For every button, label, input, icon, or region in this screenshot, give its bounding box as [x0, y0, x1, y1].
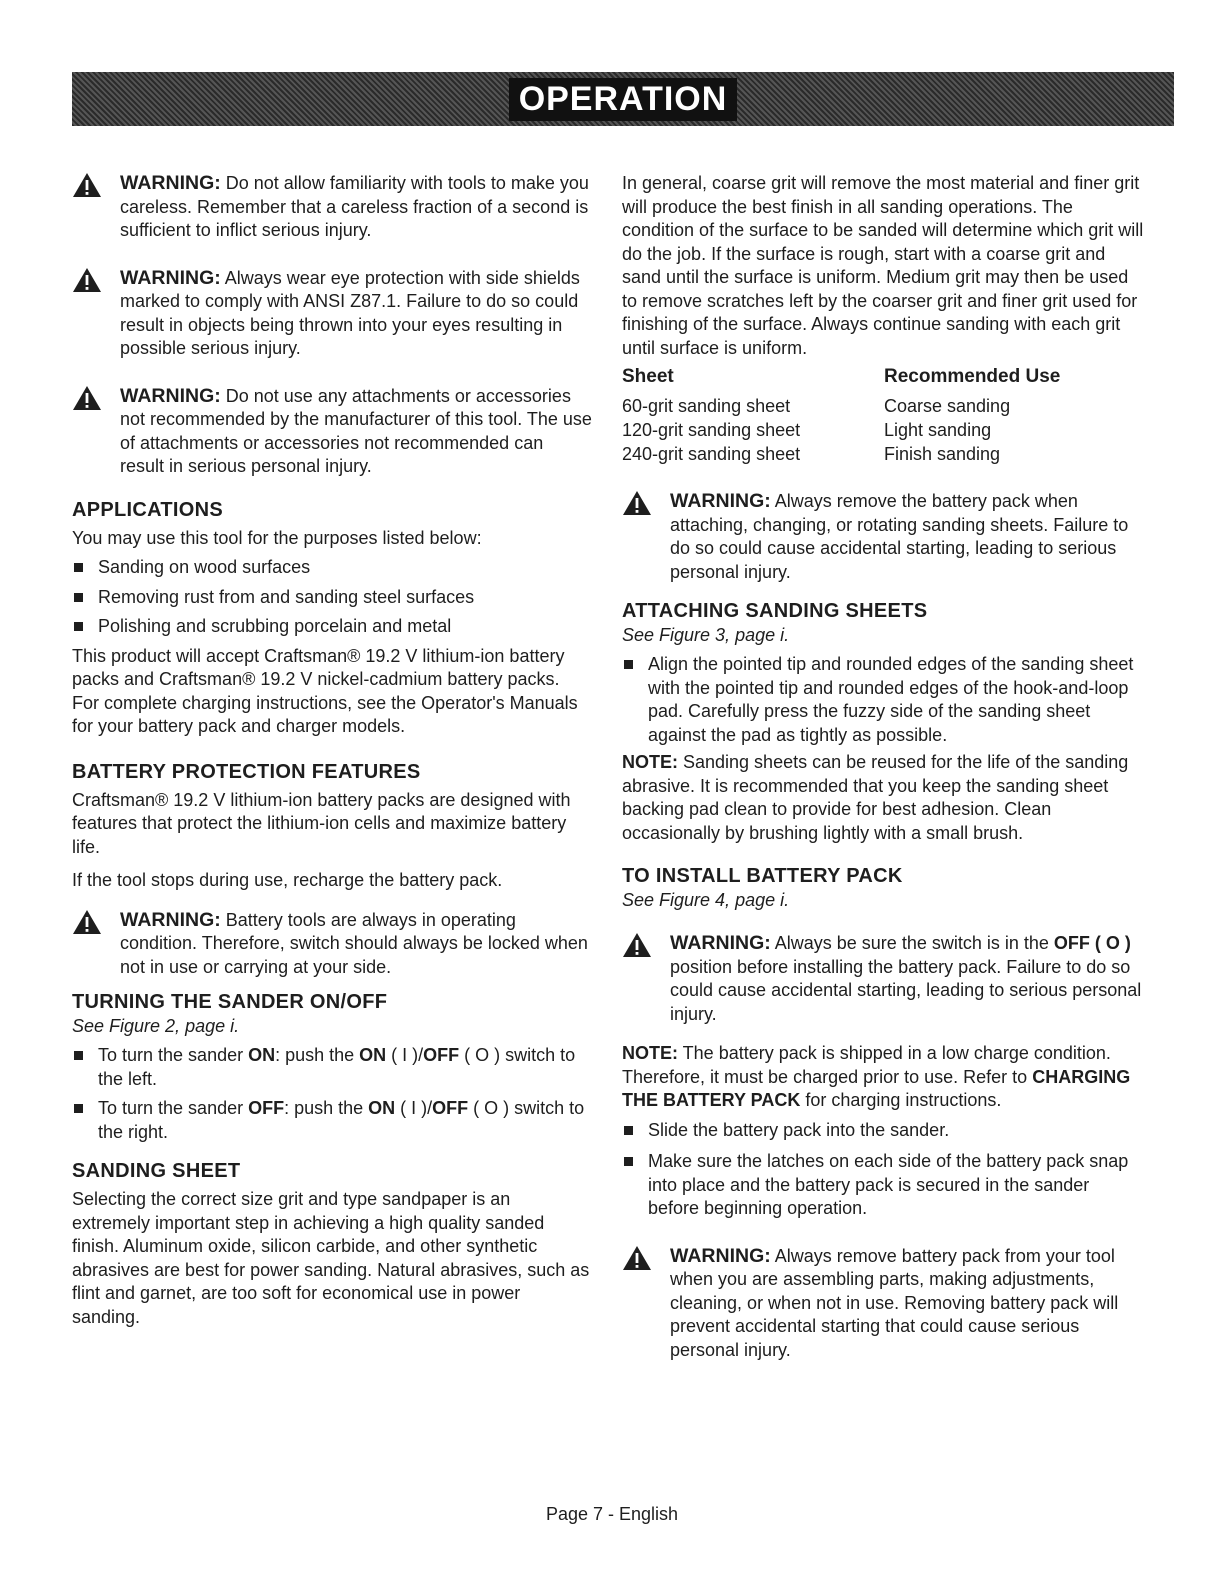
list-item: Sanding on wood surfaces: [72, 556, 592, 580]
warning-triangle-icon: [72, 385, 102, 411]
attaching-list: [622, 653, 1144, 747]
warning-text: Battery tools are always in operating condition. Therefore, switch should always be locked when not in use or carrying at your side.: [120, 909, 588, 977]
battery-compat-text: This product will accept Craftsman® 19.2 V lithium-ion battery packs and Craftsman® 19.2 V nickel-cadmium battery packs.: [72, 645, 565, 689]
section-banner: [72, 72, 1174, 126]
warning-battery-tools: [72, 909, 592, 980]
table-cell: Finish sanding: [884, 444, 1001, 464]
install-heading: TO INSTALL BATTERY PACK: [622, 865, 903, 887]
warning-label: WARNING:: [120, 172, 221, 194]
warning-triangle-icon: [72, 909, 102, 935]
page-number: Page 7 - English: [545, 1504, 679, 1524]
warning-triangle-icon: [72, 267, 102, 293]
list-item: Slide the battery pack into the sander.: [622, 1119, 1144, 1143]
warning-switch-off: WARNING: Always be sure the switch is in the OFF ( O ) position before installing the battery pack. Failure to do so could cause accidental starting, leading to serious personal injury.: [622, 932, 1144, 1026]
table-cell: Light sanding: [884, 420, 992, 440]
warning-label: WARNING:: [120, 908, 221, 931]
warning-label: WARNING:: [670, 1244, 771, 1267]
table-row: [622, 418, 1144, 442]
warning-label: WARNING:: [670, 932, 771, 954]
battery-protection-text: Craftsman® 19.2 V lithium-ion battery packs are designed with features that protect the lithium-ion cells and maximize battery life.: [72, 789, 571, 857]
applications-intro: You may use this tool for the purposes listed below:: [72, 527, 482, 548]
table-cell: 120-grit sanding sheet: [622, 420, 801, 440]
sanding-sheet-heading: SANDING SHEET: [72, 1160, 241, 1182]
warning-remove-battery-final: [622, 1245, 1144, 1363]
grit-table: [622, 366, 1144, 466]
figure-reference: See Figure 3, page i.: [622, 625, 790, 645]
turning-heading: TURNING THE SANDER ON/OFF: [72, 991, 388, 1013]
figure-reference: See Figure 4, page i.: [622, 890, 790, 910]
warning-triangle-icon: [622, 490, 652, 516]
recharge-text: If the tool stops during use, recharge the battery pack.: [72, 870, 503, 890]
warning-text: Always remove the battery pack when attaching, changing, or rotating sanding sheets. Failure to do so could cause accidental starting, leading to serious personal injury.: [670, 491, 1129, 582]
list-item: Make sure the latches on each side of the battery pack snap into place and the battery pack is secured in the sander before beginning operation.: [622, 1150, 1144, 1221]
table-header-row: [622, 366, 1144, 394]
attaching-heading: ATTACHING SANDING SHEETS: [622, 600, 928, 622]
table-header-sheet: Sheet: [622, 366, 674, 387]
list-item: To turn the sander OFF: push the ON ( I )/OFF ( O ) switch to the right.: [72, 1097, 592, 1144]
warning-attachments: [72, 385, 592, 479]
table-row: [622, 394, 1144, 418]
grit-intro-text: In general, coarse grit will remove the most material and finer grit will produce the best finish in all sanding operations. The condition of the surface to be sanded will determine which grit will do the job. If the surface is rough, start with a coarse grit and sand until the surface is uniform. Medium grit may then be used to remove scratches left by the coarser grit and finer grit used for finishing of the surface. Always continue sanding with each grit until surface is uniform.: [622, 173, 1144, 358]
install-list: [622, 1119, 1144, 1221]
list-item: Removing rust from and sanding steel surfaces: [72, 586, 592, 610]
battery-protection-heading: BATTERY PROTECTION FEATURES: [72, 760, 421, 783]
warning-label: WARNING:: [120, 384, 221, 407]
install-note: NOTE: The battery pack is shipped in a low charge condition. Therefore, it must be charged prior to use. Refer to CHARGING THE BATTERY PACK for charging instructions.: [622, 1043, 1131, 1110]
warning-eye-protection: [72, 267, 592, 361]
warning-triangle-icon: [622, 932, 652, 958]
table-cell: 240-grit sanding sheet: [622, 444, 801, 464]
warning-triangle-icon: [72, 172, 102, 198]
table-cell: Coarse sanding: [884, 396, 1011, 416]
right-column: [622, 172, 1144, 1362]
warning-triangle-icon: [622, 1245, 652, 1271]
warning-label: WARNING:: [120, 266, 221, 289]
applications-list: [72, 556, 592, 639]
attaching-note: NOTE: Sanding sheets can be reused for the life of the sanding abrasive. It is recommended that you keep the sanding sheet backing pad clean to provide for best adhesion. Clean occasionally by brushing lightly with a small brush.: [622, 752, 1129, 843]
turning-list: [72, 1044, 592, 1144]
table-row: [622, 442, 1144, 466]
list-item: Align the pointed tip and rounded edges of the sanding sheet with the pointed tip and rounded edges of the hook-and-loop pad. Carefully press the fuzzy side of the sanding sheet against the pad as tightly as possible.: [622, 653, 1144, 747]
warning-label: WARNING:: [670, 490, 771, 512]
warning-familiarity: [72, 172, 592, 243]
warning-text: Always wear eye protection with side shields marked to comply with ANSI Z87.1. Failure to do so could result in objects being thrown into your eyes resulting in possible serious injury.: [120, 267, 580, 358]
table-header-use: Recommended Use: [884, 366, 1061, 387]
applications-heading: APPLICATIONS: [72, 498, 224, 521]
left-column: [72, 172, 592, 1329]
warning-text: Do not use any attachments or accessories not recommended by the manufacturer of this tool. The use of attachments or accessories not recommended can result in serious personal injury.: [120, 385, 592, 476]
figure-reference: See Figure 2, page i.: [72, 1016, 240, 1036]
charging-ref-text: For complete charging instructions, see the Operator's Manuals for your battery pack and charger models.: [72, 692, 578, 736]
list-item: Polishing and scrubbing porcelain and metal: [72, 615, 592, 639]
warning-text: Do not allow familiarity with tools to make you careless. Remember that a careless fraction of a second is sufficient to inflict serious injury.: [120, 173, 589, 240]
warning-remove-battery-sheets: [622, 490, 1144, 584]
list-item: To turn the sander ON: push the ON ( I )/OFF ( O ) switch to the left.: [72, 1044, 592, 1091]
sanding-sheet-text: Selecting the correct size grit and type sandpaper is an extremely important step in achieving a high quality sanded finish. Aluminum oxide, silicon carbide, and other synthetic abrasives are best for power sanding. Natural abrasives, such as flint and garnet, are too soft for economical use in power sanding.: [72, 1189, 590, 1327]
warning-text: Always remove battery pack from your tool when you are assembling parts, making adjustments, cleaning, or when not in use. Removing battery pack will prevent accidental starting that could cause serious personal injury.: [670, 1245, 1119, 1360]
section-title: OPERATION: [509, 78, 738, 121]
table-cell: 60-grit sanding sheet: [622, 396, 791, 416]
